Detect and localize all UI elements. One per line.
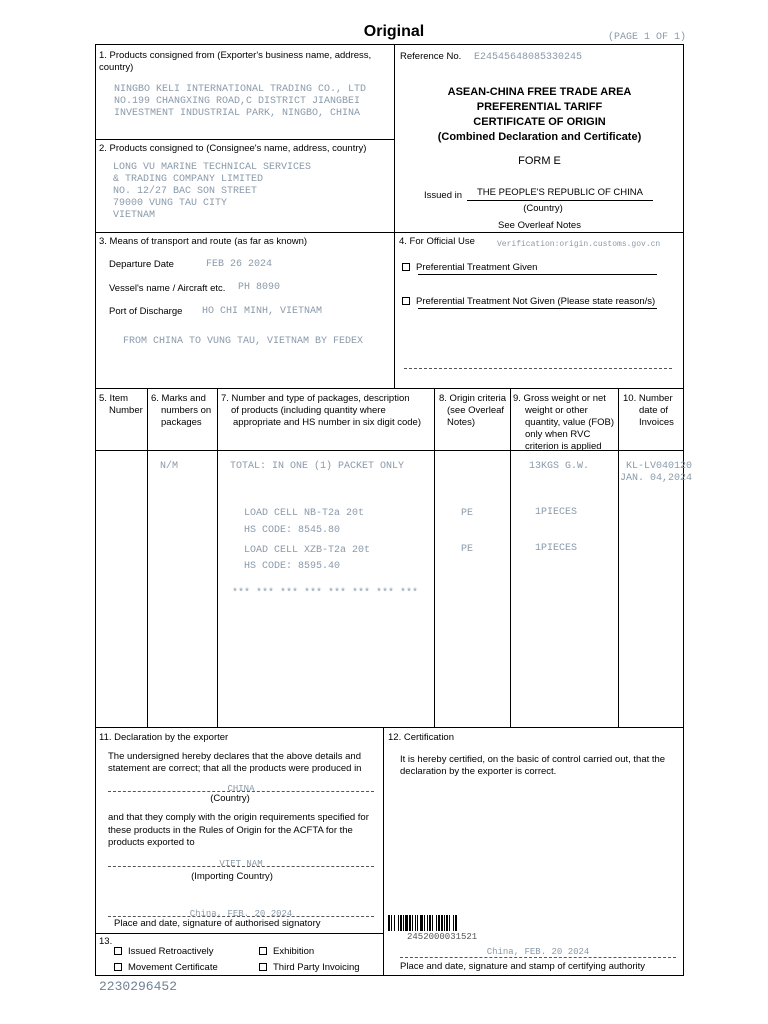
consignee-line-4: 79000 VUNG TAU CITY <box>113 198 228 209</box>
produced-country: CHINA <box>227 784 255 794</box>
issued-in-label: Issued in <box>424 190 463 201</box>
barcode-number: 2452000031521 <box>407 932 478 942</box>
item1-quantity: 1PIECES <box>535 507 578 518</box>
exporter-line-2: NO.199 CHANGXING ROAD,C DISTRICT JIANGBEI <box>114 96 361 107</box>
issued-retroactively-label: Issued Retroactively <box>128 946 214 957</box>
issued-country-caption: (Country) <box>523 203 563 214</box>
movement-certificate-label: Movement Certificate <box>128 962 218 973</box>
departure-date-value: FEB 26 2024 <box>206 259 273 270</box>
declaration-text-4: these products in the Rules of Origin for the ACFTA for the <box>108 825 353 836</box>
preferential-given-label: Preferential Treatment Given <box>416 262 538 273</box>
invoice-date: JAN. 04,2024 <box>620 473 693 484</box>
exporter-line-1: NINGBO KELI INTERNATIONAL TRADING CO., LTD <box>114 84 367 95</box>
certifier-caption: Place and date, signature and stamp of certifying authority <box>400 961 646 972</box>
col8-header: 8. Origin criteria (see Overleaf Notes) <box>439 393 507 428</box>
declaration-text-5: products exported to <box>108 837 195 848</box>
box1-label: 1. Products consigned from (Exporter's business name, address, country) <box>99 50 372 73</box>
departure-date-label: Departure Date <box>109 259 174 270</box>
item2-hs-code: HS CODE: 8595.40 <box>244 561 341 572</box>
reference-label: Reference No. <box>400 51 462 62</box>
exhibition-checkbox[interactable] <box>259 947 267 955</box>
invoice-number: KL-LV040120 <box>626 461 693 472</box>
gross-weight: 13KGS G.W. <box>529 461 590 472</box>
movement-certificate-checkbox[interactable] <box>114 963 122 971</box>
importing-country: VIET NAM <box>219 859 263 869</box>
exporter-line-3: INVESTMENT INDUSTRIAL PARK, NINGBO, CHINA <box>114 108 361 119</box>
col7-header: 7. Number and type of packages, description of products (including quantity where appropriate and HS number in six digit code) <box>221 393 421 428</box>
box4-label: 4. For Official Use <box>399 236 475 247</box>
produced-country-caption: (Country) <box>210 793 250 804</box>
preferential-given-option[interactable] <box>402 262 537 274</box>
box12-label: 12. Certification <box>388 732 455 743</box>
exhibition-option[interactable] <box>259 946 314 958</box>
end-stars: *** *** *** *** *** *** *** *** <box>232 588 419 599</box>
declaration-text-2: statement are correct; that all the products were produced in <box>108 763 362 774</box>
third-party-invoicing-label: Third Party Invoicing <box>273 962 360 973</box>
exporter-signatory-caption: Place and date, signature of authorised signatory <box>114 918 321 929</box>
box13-label: 13. <box>99 936 113 947</box>
exporter-place-date: China, FEB. 20 2024 <box>189 909 293 919</box>
reference-number: E24545648085330245 <box>474 52 583 63</box>
cert-title-line2: PREFERENTIAL TARIFF <box>476 101 603 113</box>
preferential-not-given-option[interactable] <box>402 296 655 308</box>
col9-header: 9. Gross weight or net weight or other quantity, value (FOB) only when RVC criterion is applied <box>513 393 615 452</box>
total-packages: TOTAL: IN ONE (1) PACKET ONLY <box>230 461 405 472</box>
col5-header: 5. Item Number <box>99 393 143 416</box>
item2-quantity: 1PIECES <box>535 543 578 554</box>
importing-country-caption: (Importing Country) <box>191 871 273 882</box>
item1-origin: PE <box>461 508 474 519</box>
item2-description: LOAD CELL XZB-T2a 20t <box>244 545 371 556</box>
consignee-line-2: & TRADING COMPANY LIMITED <box>113 174 264 185</box>
preferential-given-checkbox[interactable] <box>402 263 410 271</box>
certification-text-2: declaration by the exporter is correct. <box>400 766 557 777</box>
certification-text-1: It is hereby certified, on the basic of control carried out, that the <box>400 754 666 765</box>
third-party-invoicing-option[interactable] <box>259 962 360 974</box>
document-title: Original <box>363 23 425 40</box>
see-overleaf-notes: See Overleaf Notes <box>498 220 581 231</box>
item1-description: LOAD CELL NB-T2a 20t <box>244 508 365 519</box>
box11-label: 11. Declaration by the exporter <box>99 732 229 743</box>
cert-title-line4: (Combined Declaration and Certificate) <box>437 131 642 143</box>
exhibition-label: Exhibition <box>273 946 315 957</box>
item2-origin: PE <box>461 544 474 555</box>
col6-header: 6. Marks and numbers on packages <box>151 393 212 428</box>
consignee-line-5: VIETNAM <box>113 210 156 221</box>
cert-title-line3: CERTIFICATE OF ORIGIN <box>473 116 606 128</box>
transport-route: FROM CHINA TO VUNG TAU, VIETNAM BY FEDEX <box>123 336 364 347</box>
col10-header: 10. Number date of Invoices <box>623 393 674 428</box>
declaration-text-1: The undersigned hereby declares that the above details and <box>108 751 361 762</box>
declaration-text-3: and that they comply with the origin requirements specified for <box>108 812 369 823</box>
vessel-label: Vessel's name / Aircraft etc. <box>109 283 226 294</box>
consignee-line-3: NO. 12/27 BAC SON STREET <box>113 186 258 197</box>
port-discharge-value: HO CHI MINH, VIETNAM <box>202 306 323 317</box>
footer-number: 2230296452 <box>99 979 178 994</box>
cert-title-line1: ASEAN-CHINA FREE TRADE AREA <box>447 86 632 98</box>
vessel-value: PH 8090 <box>238 282 281 293</box>
preferential-not-given-checkbox[interactable] <box>402 297 410 305</box>
verification-text: Verification:origin.customs.gov.cn <box>497 240 661 249</box>
item1-hs-code: HS CODE: 8545.80 <box>244 525 341 536</box>
movement-certificate-option[interactable] <box>114 962 218 974</box>
form-e-label: FORM E <box>518 155 561 167</box>
issued-in-country: THE PEOPLE'S REPUBLIC OF CHINA <box>477 187 643 198</box>
box3-label: 3. Means of transport and route (as far as known) <box>99 236 308 247</box>
consignee-line-1: LONG VU MARINE TECHNICAL SERVICES <box>113 162 312 173</box>
issued-retroactively-option[interactable] <box>114 946 214 958</box>
certifier-place-date: China, FEB. 20 2024 <box>486 947 590 957</box>
marks-value: N/M <box>160 461 179 472</box>
issued-retroactively-checkbox[interactable] <box>114 947 122 955</box>
port-discharge-label: Port of Discharge <box>109 306 183 317</box>
preferential-not-given-label: Preferential Treatment Not Given (Please state reason/s) <box>416 296 656 307</box>
box2-label: 2. Products consigned to (Consignee's name, address, country) <box>99 143 367 154</box>
barcode <box>388 915 493 931</box>
third-party-invoicing-checkbox[interactable] <box>259 963 267 971</box>
page-info: (PAGE 1 OF 1) <box>608 32 687 43</box>
